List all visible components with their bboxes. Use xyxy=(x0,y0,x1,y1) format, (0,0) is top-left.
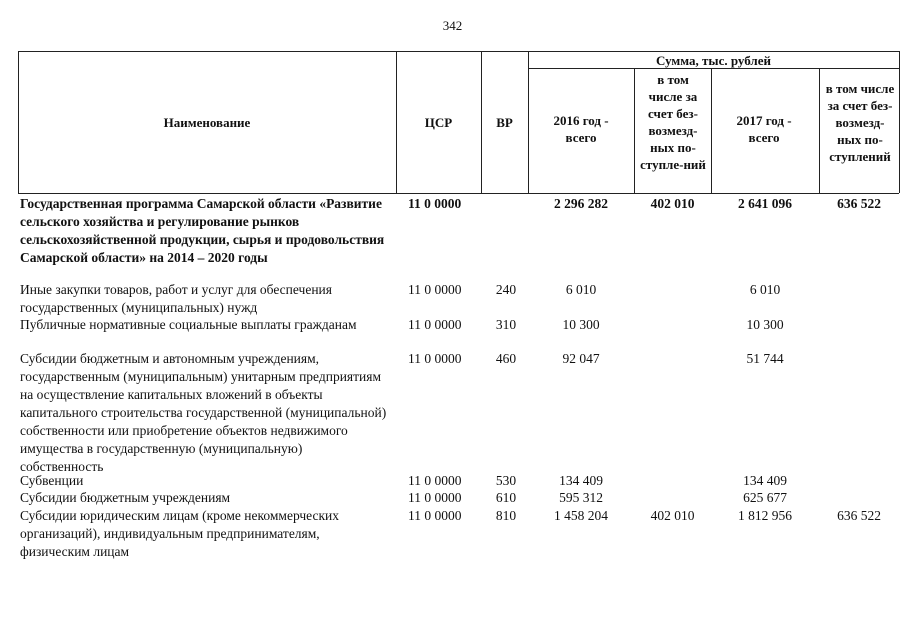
row-2016-total: 2 296 282 xyxy=(554,196,608,211)
row-2017-total: 6 010 xyxy=(749,282,781,297)
row-2016-free: 402 010 xyxy=(650,196,695,211)
row-2016-total: 10 300 xyxy=(562,317,600,332)
row-csr: 11 0 0000 xyxy=(408,282,462,297)
row-csr: 11 0 0000 xyxy=(408,196,462,211)
header-2016-free: в том числе за счет без-возмезд-ных по-ступле-ний xyxy=(640,72,706,172)
row-2017-total: 10 300 xyxy=(746,317,784,332)
row-2017-total: 2 641 096 xyxy=(738,196,792,211)
row-csr: 11 0 0000 xyxy=(408,317,462,332)
row-vr: 610 xyxy=(495,490,517,505)
row-2017-total: 1 812 956 xyxy=(738,508,792,523)
row-csr: 11 0 0000 xyxy=(408,508,462,523)
row-2016-total: 1 458 204 xyxy=(554,508,608,523)
row-name: Публичные нормативные социальные выплаты гражданам xyxy=(20,317,357,332)
row-2016-total: 595 312 xyxy=(559,490,603,505)
header-2017-total: 2017 год - всего xyxy=(736,113,792,145)
row-vr: 460 xyxy=(495,351,517,366)
header-csr: ЦСР xyxy=(424,115,453,130)
row-name: Субсидии юридическим лицам (кроме некоммерческих организаций), индивидуальным предпринимателям, физическим лицам xyxy=(20,508,340,559)
header-sum-group: Сумма, тыс. рублей xyxy=(656,53,771,68)
row-2017-total: 134 409 xyxy=(743,473,787,488)
row-2017-total: 625 677 xyxy=(743,490,787,505)
row-name: Государственная программа Самарской области «Развитие сельского хозяйства и регулирование рынков сельскохозяйственной продукции, сырья и продовольствия Самарской области» на 2014 – 2020 годы xyxy=(20,196,385,265)
row-name: Субсидии бюджетным и автономным учреждениям, государственным (муниципальным) унитарным предприятиям на осуществление капитальных вложений в объекты капитального строительства государственной (муниципальной) собственности или приобретение объектов недвижимого имущества в государственную (муниципальную) собственность xyxy=(20,351,387,474)
row-2017-free: 636 522 xyxy=(837,508,881,523)
page-number: 342 xyxy=(442,18,463,33)
row-2016-total: 92 047 xyxy=(562,351,600,366)
header-vr: ВР xyxy=(496,115,513,130)
row-name: Субвенции xyxy=(20,473,84,488)
row-csr: 11 0 0000 xyxy=(408,351,462,366)
row-csr: 11 0 0000 xyxy=(408,473,462,488)
header-2016-total: 2016 год - всего xyxy=(553,113,609,145)
row-2016-free: 402 010 xyxy=(650,508,695,523)
row-2017-total: 51 744 xyxy=(746,351,784,366)
row-csr: 11 0 0000 xyxy=(408,490,462,505)
row-2016-total: 134 409 xyxy=(559,473,603,488)
header-name: Наименование xyxy=(163,115,251,130)
row-name: Субсидии бюджетным учреждениям xyxy=(20,490,231,505)
row-2017-free: 636 522 xyxy=(837,196,881,211)
row-vr: 810 xyxy=(495,508,517,523)
row-2016-total: 6 010 xyxy=(565,282,597,297)
header-2017-free: в том числе за счет без-возмезд-ных по-ступлений xyxy=(825,81,895,164)
row-name: Иные закупки товаров, работ и услуг для обеспечения государственных (муниципальных) нужд xyxy=(20,282,332,315)
row-vr: 240 xyxy=(495,282,517,297)
row-vr: 530 xyxy=(495,473,517,488)
row-vr: 310 xyxy=(495,317,517,332)
